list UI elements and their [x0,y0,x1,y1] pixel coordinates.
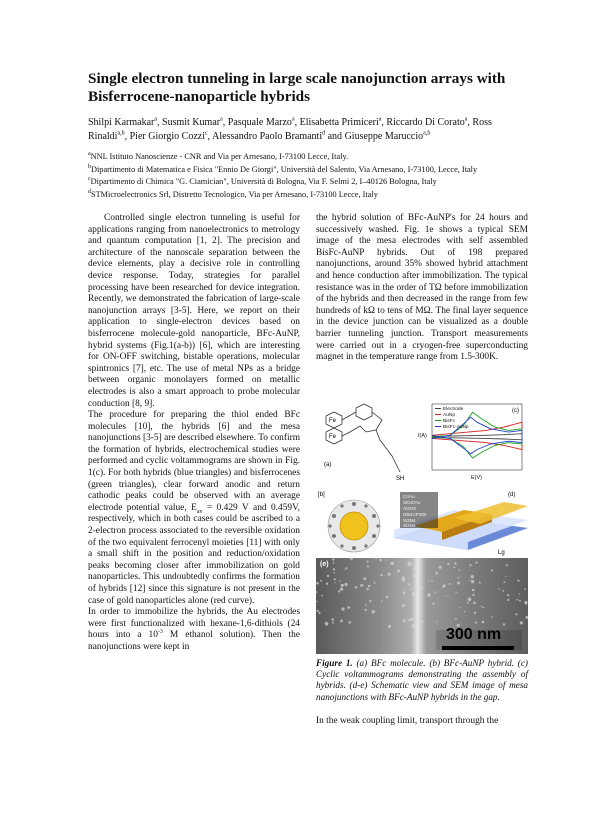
sem-particle [385,559,386,560]
affiliation-line: $^b$Dipartimento di Matematica e Fisica "Ennio De Giorgi", Università del Salento, Via Arnesano, I-73100, Lecce, Italy [88,163,478,174]
sem-particle [427,593,430,596]
author-affiliation-mark: a,b [423,130,431,137]
sem-particle [475,562,477,564]
sem-particle [436,621,437,622]
sem-particle [408,583,410,585]
sem-particle [473,602,476,605]
sem-particle [507,594,509,596]
panel-e-sem-image [316,558,528,654]
sem-particle [340,620,343,623]
sem-particle [391,562,394,565]
sem-particle [413,574,416,577]
sem-particle [363,585,364,586]
sem-particle [346,567,348,569]
sem-particle [454,562,456,564]
sem-particle [408,562,412,566]
author-name: Elisabetta Primiceri [299,117,379,128]
sem-particle [320,580,322,582]
sem-particle [519,593,520,594]
sem-particle [367,561,369,563]
sem-particle [482,621,485,624]
affiliation-line: $^c$Dipartimento di Chimica "G. Ciamician", Università di Bologna, Via F. Selmi 2, I–40126 Bologna, Italy [88,176,437,186]
author-name: Pier Giorgio Cozzi [129,131,205,142]
sem-particle [469,580,470,581]
sem-particle [503,590,505,592]
sem-particle [331,618,334,621]
sem-particle [455,618,457,620]
sem-particle [419,562,421,564]
sem-particle [460,607,461,608]
sem-particle [433,603,435,605]
left-column [88,213,300,654]
sem-particle [525,616,528,619]
author-name: Giuseppe Maruccio [344,131,424,142]
sem-particle [347,606,350,609]
sem-particle [403,591,406,594]
sem-particle [498,588,499,589]
sem-particle [483,607,485,609]
sem-particle [332,622,334,624]
author-affiliation-mark: a,b [117,130,125,137]
cv-legend-entry: Electrode [443,407,464,412]
sem-particle [397,570,400,573]
sem-particle [447,563,449,565]
sem-particle [419,573,422,576]
sem-particle [326,583,328,585]
sem-particle [431,580,433,582]
sem-particle [363,577,366,580]
sem-particle [472,594,474,596]
sem-particle [364,609,366,611]
author-name: Ross Rinaldi [88,117,492,142]
sem-particle [420,620,423,623]
sem-particle [367,566,369,568]
sem-particle [524,588,526,590]
sem-particle [479,582,481,584]
author-affiliation-mark: d [322,130,326,137]
sem-particle [475,622,477,624]
scale-bar-label: 300 nm [446,626,502,643]
sem-particle [413,618,414,619]
sem-particle [446,595,447,596]
sem-particle [381,600,382,601]
cv-legend-entry: BisFc-AuNp [443,425,469,430]
sem-particle [471,580,474,583]
layer-label-4: Si3N4 [403,518,416,523]
sem-particle [379,559,382,562]
sem-particle [369,600,371,602]
sem-particle [507,599,509,601]
sem-particle [445,584,446,585]
sem-particle [411,588,413,590]
sem-particle [332,558,334,560]
chem-label-fe-1: Fe [329,418,337,424]
sem-particle [427,579,428,580]
panel-a-molecule [316,398,416,490]
author-name: Pasquale Marzo [227,117,292,128]
layer-label-lg: Lg [498,550,505,556]
sem-particle [459,569,461,571]
author-name: Susmit Kumar [162,117,221,128]
author-name: Riccardo Di Corato [386,117,465,128]
author-affiliation-mark: a [154,116,158,123]
layer-label-5: Si3N4 [403,523,416,528]
sem-particle [520,621,523,624]
sem-particle [503,581,505,583]
paragraph-procedure: The procedure for preparing the thiol ended BFc molecules [10], the hybrids [6] and the mesa nanojunctions [3-5] are described elsewhere. To confirm the formation of hybrids, electrochemical studies were performed and cyclic voltammograms are shown in Fig. 1(c). For both hybrids (blue triangles) and bisferrocenes (green triangles), clear forward anodic and return cathodic peaks could be observed with an average electrode potential value, $E_{av} = 0.429$ V and 0.459V, respectively, which in both cases could be ascribed to a 2-electron process associated to the reversible oxidation of the two equivalent ferrocenyl moieties [11] with only a small shift in the position and reduction/oxidation peaks becoming closer after immobilization on gold nanoparticles. This undoubtedly confirms the formation of hybrids [12] since this signature is not present in the case of gold nanoparticles alone (red curve). [88,410,300,606]
sem-particle [467,602,469,604]
sem-particle [454,567,456,569]
sem-particle [472,589,475,592]
sem-particle [338,590,340,592]
sem-particle [474,612,476,614]
sem-particle [419,597,420,598]
chem-label-sh: SH [396,476,405,482]
sem-particle [334,578,336,580]
sem-particle [457,582,460,585]
paragraph-intro: Controlled single electron tunneling is useful for applications ranging from nanoelectronics to metrology and quantum computation [1, 2]. The precision and architecture of the nanoscale separation between the device elements, play a decisive role in controlling device response. Today, strategies for parallel processing have been researched for device integration. Recently, we demonstrated the fabrication of large-scale nanojunction arrays [3-5]. Here, we report on their application to single-electron devices based on bisferrocene molecule-gold nanoparticle, BFc-AuNP, hybrid systems (Fig.1(a-b)) [6], which are interesting for ON-OFF switching, bistable operations, molecular spintronics [7], etc. The use of metal NPs as a bridge between organic monolayers formed on metallic electrodes is also a smart approach to probe molecular conduction [8, 9]. [88,213,300,409]
sem-particle [334,572,336,574]
sem-particle [481,606,483,608]
sem-particle [517,580,519,582]
cv-x-label: E(V) [471,475,482,481]
sem-particle [516,599,518,601]
sem-particle [388,625,391,628]
sem-particle [367,588,369,590]
sem-particle [388,573,391,576]
sem-particle [519,600,521,602]
affiliation-line: $^a$NNL Istituto Nanoscienze - CNR and Via per Arnesano, I-73100 Lecce, Italy. [88,151,349,161]
panel-b-label: [b] [318,492,325,498]
panel-c-cv-chart [416,398,528,486]
sem-particle [344,583,347,586]
sem-particle [402,578,405,581]
affiliations [88,151,528,201]
sem-particle [365,604,367,606]
cv-legend-entry: BisFc [443,419,455,424]
sem-particle [318,612,320,614]
sem-particle [317,610,319,612]
sem-particle [469,564,471,566]
layer-label-0: Cr/Au [403,494,415,499]
right-column [316,213,528,364]
author-name: Alessandro Paolo Bramanti [212,131,323,142]
sem-particle [340,587,343,590]
sem-particle [413,568,415,570]
sem-particle [402,604,405,607]
author-affiliation-mark: a [220,116,223,123]
panel-a-label: (a) [324,462,332,468]
cv-legend-entry: AuNp [443,413,455,418]
sem-particle [468,597,472,601]
sem-particle [334,582,335,583]
sem-particle [412,593,415,596]
sem-particle [471,575,474,578]
paper-title: Single electron tunneling in large scale nanojunction arrays with Bisferrocene-nanoparticle hybrids [88,70,506,105]
sem-particle [333,568,335,570]
layer-label-2: Al2O3 [403,506,416,511]
sem-particle [434,591,436,593]
sem-particle [505,576,506,577]
sem-particle [321,595,323,597]
author-affiliation-mark: a [378,116,382,123]
sem-particle [316,591,317,593]
author-affiliation-mark: c [205,130,208,137]
sem-particle [455,592,456,593]
figure-1 [316,398,528,813]
author-affiliation-mark: a [291,116,295,123]
sem-particle [375,558,377,559]
sem-particle [368,585,370,587]
sem-particle [341,607,344,610]
sem-particle [403,619,406,622]
sem-particle [449,583,451,585]
author-affiliation-mark: a [464,116,468,123]
paragraph-weak-coupling: In the weak coupling limit, transport through the [316,716,499,726]
paragraph-immobilize-continued: the hybrid solution of BFc-AuNP's for 24 hours and successively washed. Fig. 1e shows a typical SEM image of the mesa electrodes with self assembled BisFc-AuNP hybrids. Out of 198 prepared nanojunctions, around 35% showed hybrid attachment and hence conduction after immobilization. The typical resistance was in the order of TΩ before immobilization of the hybrids and then decreased in the range from few hundreds of kΩ to tens of MΩ. The final layer sequence in the device junction can be visualized as a double barrier tunneling junction. Transport measurements were carried out in a cryogen-free superconducting magnet in the temperature range from 1.5-300K. [316,213,528,363]
layer-label-3: DBSCP300 [403,512,427,517]
sem-particle [503,623,505,625]
sem-particle [506,564,508,566]
sem-particle [333,562,335,564]
sem-particle [372,610,375,613]
sem-particle [386,596,389,599]
sem-particle [458,577,460,579]
sem-particle [515,613,517,615]
sem-particle [316,601,317,602]
panel-c-label: (c) [512,408,519,414]
cv-y-label: I(A) [418,433,427,439]
sem-particle [316,582,319,585]
sem-particle [355,586,358,589]
sem-particle [435,572,438,575]
panel-d-label: (d) [508,492,516,498]
sem-particle [349,621,352,624]
sem-particle [464,611,465,612]
figure-caption: Figure 1. (a) BFc molecule. (b) BFc-AuNP hybrid. (c) Cyclic voltammograms demonstrating the assembly of hybrids. (d-e) Schematic view and SEM image of mesa nanojunctions with BFc-AuNP hybrids in the gap. [316,658,528,702]
sem-particle [339,580,340,581]
sem-particle [439,566,442,569]
sem-particle [409,618,412,621]
panel-b-hybrid [316,488,394,558]
sem-particle [325,622,329,626]
author-list: Shilpi Karmakar$^a$, Susmit Kumar$^a$, Pasquale Marzo$^a$, Elisabetta Primiceri$^a$, Riccardo Di Corato$^a$, Ross Rinaldi$^{a,b}$, Pier Giorgio Cozzi$^c$, Alessandro Paolo Bramanti$^d$ and Giuseppe Maruccio$^{a,b}$ [88,116,492,142]
sem-particle [420,588,423,591]
sem-particle [341,584,344,587]
affiliation-line: $^d$STMicroelectronics Srl, Distretto Tecnologico, Via per Arnesano, I-73100 Lecce, Italy [88,188,378,199]
sem-particle [360,584,363,587]
sem-particle [525,603,527,605]
sem-particle [491,570,493,572]
panel-d-schematic [394,488,528,558]
paragraph-immobilize: In order to immobilize the hybrids, the Au electrodes were first functionalized with hexane-1,6-dithiols (24 hours into a $10^{-3}$ M ethanol solution). Then the nanojunctions were kept in [88,607,300,652]
sem-particle [374,582,376,584]
sem-particle [344,569,345,570]
sem-particle [327,575,329,577]
chem-label-fe-2: Fe [329,434,337,440]
sem-particle [380,574,382,576]
layer-label-1: SiO2/Au [403,500,421,505]
author-name: Shilpi Karmakar [88,117,155,128]
panel-e-label: (e) [320,561,329,568]
sem-particle [491,616,493,618]
sem-particle [412,624,415,627]
sem-particle [350,558,353,560]
